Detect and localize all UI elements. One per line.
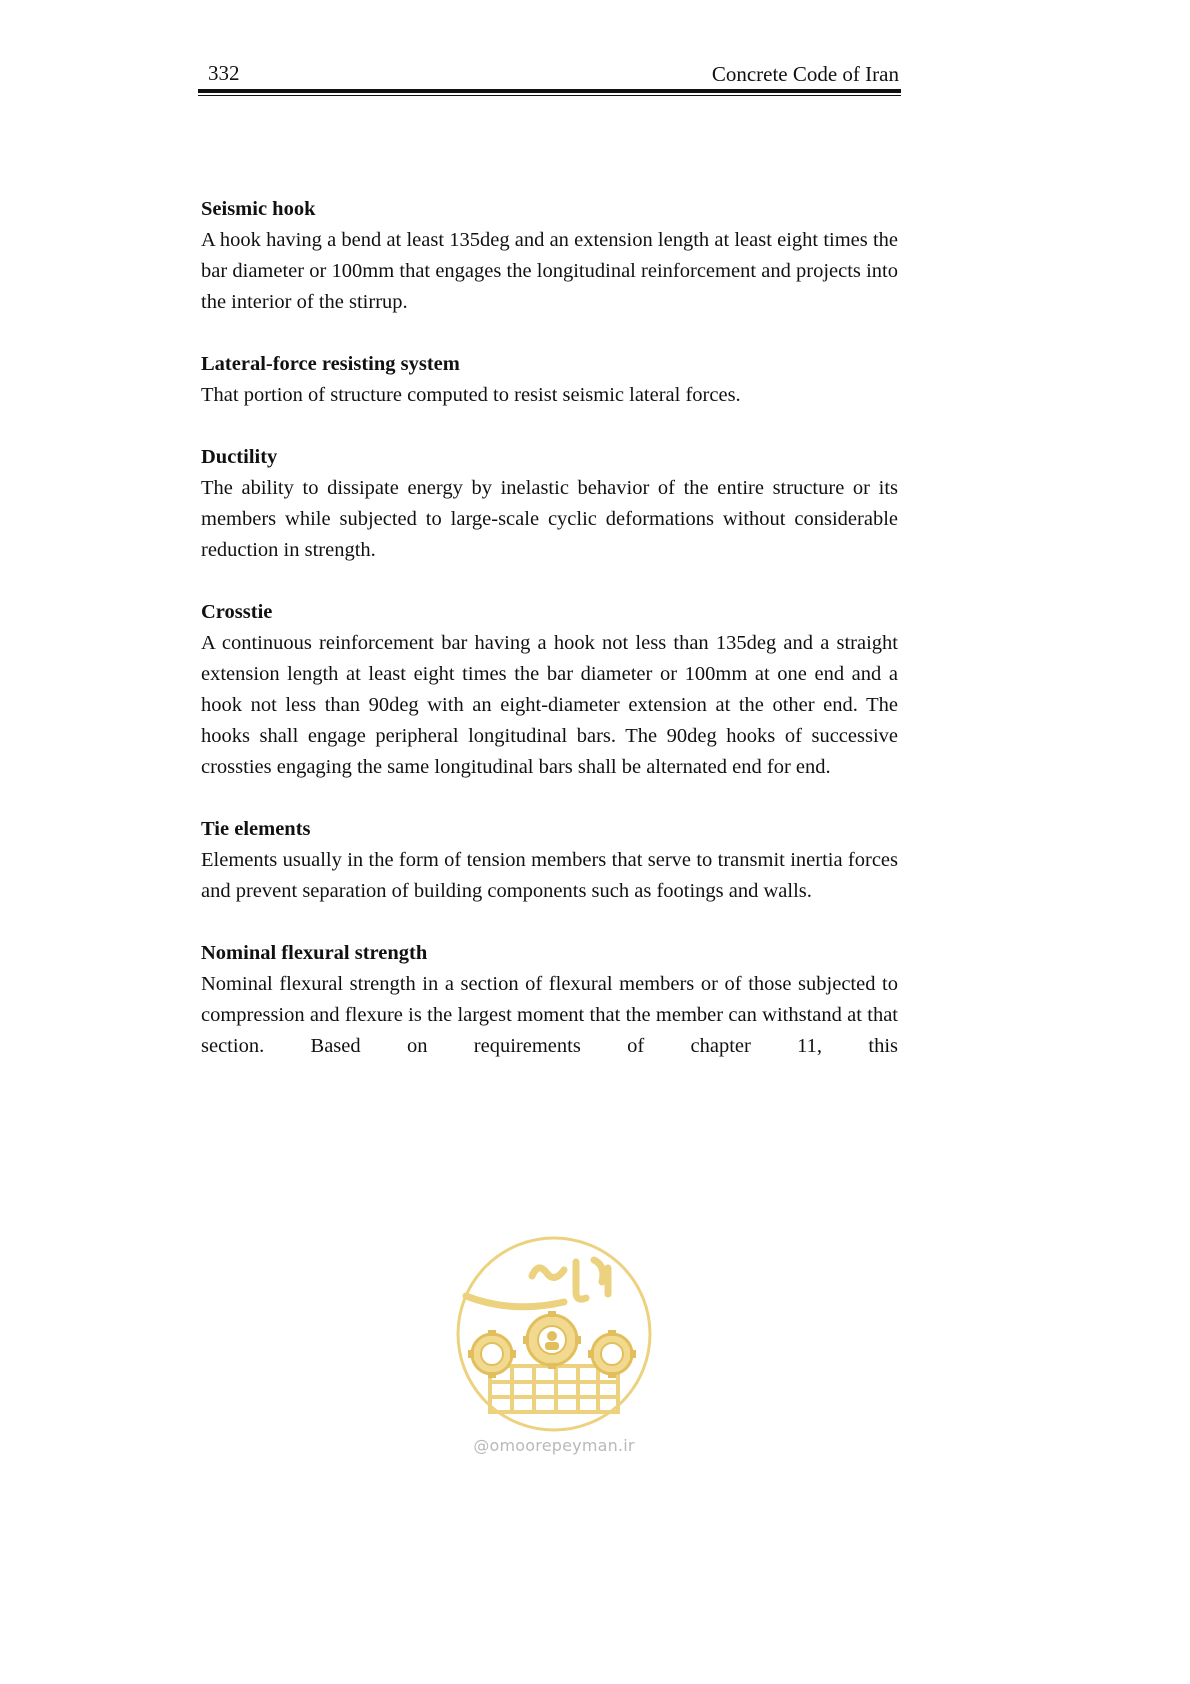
term-definition: A hook having a bend at least 135deg and an extension length at least eight times the bar diameter or 100mm that engages the longitudinal reinforcement and projects into the interior of the stirrup.	[201, 229, 898, 313]
header-rule-thick	[198, 89, 901, 93]
header-rule-thin	[198, 95, 901, 96]
term-definition: Elements usually in the form of tension members that serve to transmit inertia forces and prevent separation of building components such as footings and walls.	[201, 849, 898, 902]
term-heading: Tie elements	[201, 818, 311, 840]
term-definition: A continuous reinforcement bar having a hook not less than 135deg and a straight extension length at least eight times the bar diameter or 100mm at one end and a hook not less than 90deg with an eight-diameter extension at the other end. The hooks shall engage peripheral longitudinal bars. The 90deg hooks of successive crossties engaging the same longitudinal bars shall be alternated end for end.	[201, 632, 898, 778]
term-heading: Seismic hook	[201, 198, 316, 220]
glossary-entry-crosstie	[201, 597, 898, 783]
watermark-caption-text: omoorepeyman.ir	[489, 1436, 635, 1455]
running-title: Concrete Code of Iran	[711, 62, 899, 86]
term-heading: Crosstie	[201, 601, 273, 623]
at-icon: @	[473, 1436, 490, 1455]
glossary-entry-ductility	[201, 442, 898, 566]
term-definition: The ability to dissipate energy by inelastic behavior of the entire structure or its members while subjected to large-scale cyclic deformations without considerable reduction in strength.	[201, 477, 898, 561]
watermark-logo-icon	[452, 1232, 656, 1436]
watermark-caption	[452, 1436, 656, 1455]
glossary-entry-lateral-force-resisting-system	[201, 349, 898, 411]
term-definition: That portion of structure computed to resist seismic lateral forces.	[201, 384, 741, 406]
glossary-entry-seismic-hook	[201, 194, 898, 318]
page-number: 332	[208, 61, 240, 85]
page-header	[198, 58, 901, 98]
glossary-entry-tie-elements	[201, 814, 898, 907]
term-definition: Nominal flexural strength in a section of flexural members or of those subjected to compression and flexure is the largest moment that the member can withstand at that section. Based on requirements of chapter 11, this	[201, 973, 898, 1057]
term-heading: Nominal flexural strength	[201, 942, 428, 964]
watermark	[452, 1232, 656, 1464]
term-heading: Ductility	[201, 446, 278, 468]
glossary-content	[201, 194, 898, 1093]
glossary-entry-nominal-flexural-strength	[201, 938, 898, 1062]
term-heading: Lateral-force resisting system	[201, 353, 460, 375]
